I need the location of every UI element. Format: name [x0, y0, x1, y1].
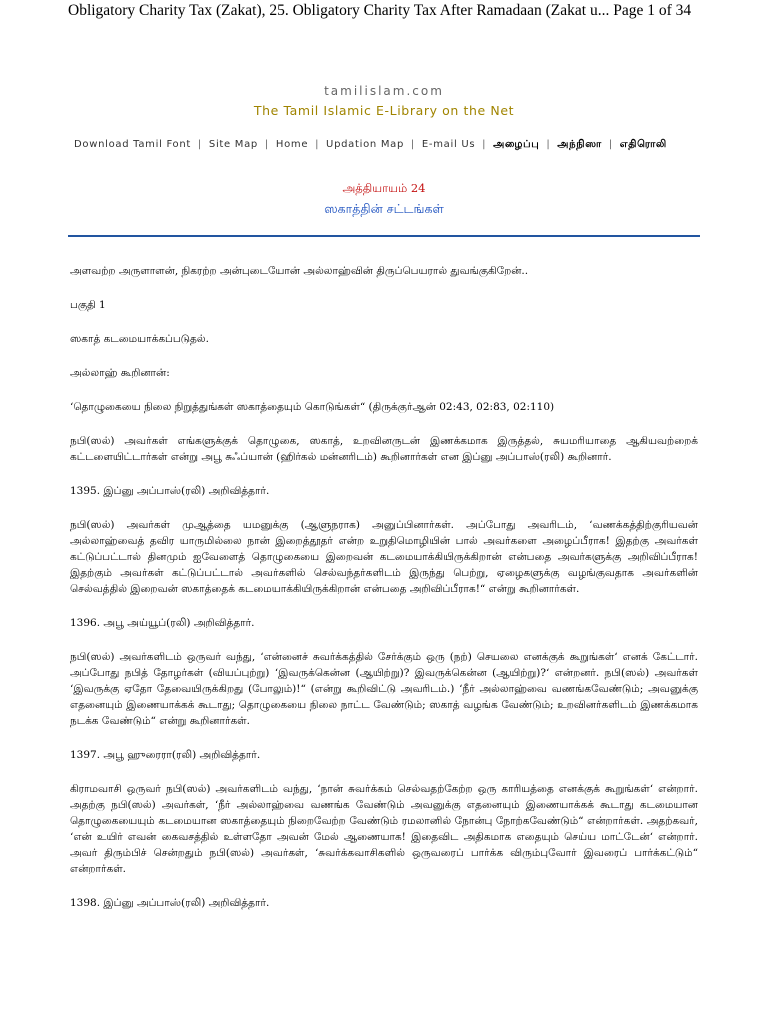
chapter-number: அத்தியாயம் 24	[342, 181, 426, 195]
paragraph-hadith-number: 1397. அபூ ஹுரைரா(ரலி) அறிவித்தார்.	[70, 749, 261, 761]
chapter-heading	[0, 181, 768, 218]
site-banner	[0, 84, 768, 118]
nav-separator: |	[197, 139, 202, 150]
article-body	[70, 263, 698, 911]
nav-separator: |	[410, 139, 415, 150]
paragraph-hadith-number: 1396. அபூ அய்யூப்(ரலி) அறிவித்தார்.	[70, 617, 255, 629]
nav-separator: |	[315, 139, 320, 150]
paragraph-part-label: பகுதி 1	[70, 299, 106, 311]
site-name: tamilislam.com	[324, 84, 444, 98]
page-header	[0, 0, 768, 26]
nav-separator: |	[482, 139, 487, 150]
nav-separator: |	[264, 139, 269, 150]
paragraph-hadith-text: நபி(ஸல்) அவர்கள் எங்களுக்குக் தொழுகை, ஸகாத், உறவினருடன் இணக்கமாக இருத்தல், சுயமரியாதை ஆகியவற்றைக் கட்டளையிட்டார்கள் என்று அபூ சுஃப்யான் (ஹிர்கல் மன்னரிடம்) கூறினார்கள் என இப்னு அப்பாஸ்(ரலி) கூறினார்.	[70, 435, 698, 463]
nav-download-tamil-font[interactable]: Download Tamil Font	[74, 139, 192, 150]
chapter-title: ஸகாத்தின் சட்டங்கள்	[324, 201, 444, 216]
nav-invitation[interactable]: அழைப்பு	[493, 139, 540, 150]
top-navigation	[74, 139, 768, 159]
paragraph-hadith-number: 1398. இப்னு அப்பாஸ்(ரலி) அறிவித்தார்.	[70, 897, 270, 909]
site-tagline: The Tamil Islamic E-Library on the Net	[253, 103, 515, 118]
paragraph-hadith-text: நபி(ஸல்) அவர்களிடம் ஒருவர் வந்து, ‘என்னைச் சுவர்க்கத்தில் சேர்க்கும் ஒரு (நற்) செயலை எனக்குக் கூறுங்கள்‘ எனக் கேட்டார். அப்போது நபித் தோழர்கள் (வியப்புற்று) ‘இவருக்கென்ன (ஆயிற்று)? இவருக்கென்ன (ஆயிற்று)?‘ என்றனர். நபி(ஸல்) அவர்கள் ‘இவருக்கு ஏதோ தேவையிருக்கிறது (போலும்)!“ (என்று கூறிவிட்டு அவரிடம்.) ‘நீர் அல்லாஹ்வை வணங்கவேண்டும்; அவனுக்கு எதனையும் இணையாக்கக் கூடாது; தொழுகையை நிலை நாட்ட வேண்டும்; ஸகாத் வழங்க வேண்டும்; உறவினர்களிடம் இணக்கமாக நடக்க வேண்டும்“ என்று கூறினார்கள்.	[70, 651, 698, 727]
paragraph-opening: அளவற்ற அருளாளன், நிகரற்ற அன்புடையோன் அல்லாஹ்வின் திருப்பெயரால் துவங்குகிறேன்..	[70, 265, 529, 277]
nav-separator: |	[546, 139, 551, 150]
nav-email-us[interactable]: E-mail Us	[421, 139, 476, 150]
paragraph-section-heading: ஸகாத் கடமையாக்கப்படுதல்.	[70, 333, 209, 345]
nav-updation-map[interactable]: Updation Map	[326, 139, 405, 150]
paragraph-hadith-text: கிராமவாசி ஒருவர் நபி(ஸல்) அவர்களிடம் வந்து, ‘நான் சுவர்க்கம் செல்வதற்கேற்ற ஒரு காரியத்தை எனக்குக் கூறுங்கள்‘ என்றார். அதற்கு நபி(ஸல்) அவர்கள், ‘நீர் அல்லாஹ்வை வணங்க வேண்டும் அவனுக்கு எதனையும் இணையாக்கக் கூடாது கடமையான தொழுகையையும் கடமையான ஸகாத்தையும் நிறைவேற்ற வேண்டும் ரமலானில் நோன்பு நோற்கவேண்டும்“ என்றார்கள். அதற்கவர், ‘என் உயிர் எவன் கைவசத்தில் உள்ளதோ அவன் மேல் ஆணையாக! இதைவிட அதிகமாக எதையும் செய்ய மாட்டேன்‘ என்றார். அவர் திரும்பிச் சென்றதும் நபி(ஸல்) அவர்கள், ‘சுவர்க்கவாசிகளில் ஒருவரைப் பார்க்க விரும்புவோர் இவரைப் பார்க்கட்டும்“ என்றார்கள்.	[70, 783, 698, 875]
paragraph-hadith-text: நபி(ஸல்) அவர்கள் முஆத்தை யமனுக்கு (ஆளுநராக) அனுப்பினார்கள். அப்போது அவரிடம், ‘வணக்கத்திற்குரியவன் அல்லாஹ்வைத் தவிர யாருமில்லை நான் இறைத்தூதர் என்ற உறுதிமொழியின் பால் அவர்களை அழைப்பீராக! இதற்கு அவர்கள் கட்டுப்பட்டால் தினமும் ஐவேளைத் தொழுகையை இறைவன் கடமையாக்கியிருக்கிறான் என்பதை அவர்களுக்கு அறிவிப்பீராக! இதற்கும் அவர்கள் கட்டுப்பட்டால் அவர்களில் செல்வந்தர்களிடம் இருந்து பெற்று, ஏழைகளுக்கு வழங்குவதாக அவர்களின் செல்வத்தில் இறைவன் ஸகாத்தைக் கடமையாக்கியிருக்கிறான் என்பதை அறிவிப்பீராக!“ என்று கூறினார்கள்.	[70, 519, 698, 595]
paragraph-quran-quote: ‘தொழுகையை நிலை நிறுத்துங்கள் ஸகாத்தையும் கொடுங்கள்“ (திருக்குர்ஆன் 02:43, 02:83, 02:110)	[70, 401, 555, 413]
paragraph-allah-said: அல்லாஹ் கூறினான்:	[70, 367, 170, 379]
nav-home[interactable]: Home	[275, 139, 309, 150]
paragraph-hadith-number: 1395. இப்னு அப்பாஸ்(ரலி) அறிவித்தார்.	[70, 485, 270, 497]
nav-site-map[interactable]: Site Map	[208, 139, 258, 150]
page-indicator: Page 1 of 34	[613, 2, 692, 19]
divider	[68, 235, 700, 237]
nav-separator: |	[608, 139, 613, 150]
nav-ethiroli[interactable]: எதிரொலி	[619, 139, 667, 150]
document-title: Obligatory Charity Tax (Zakat), 25. Obligatory Charity Tax After Ramadaan (Zakat u...	[68, 2, 610, 19]
nav-annisa[interactable]: அந்நிஸா	[557, 139, 602, 150]
